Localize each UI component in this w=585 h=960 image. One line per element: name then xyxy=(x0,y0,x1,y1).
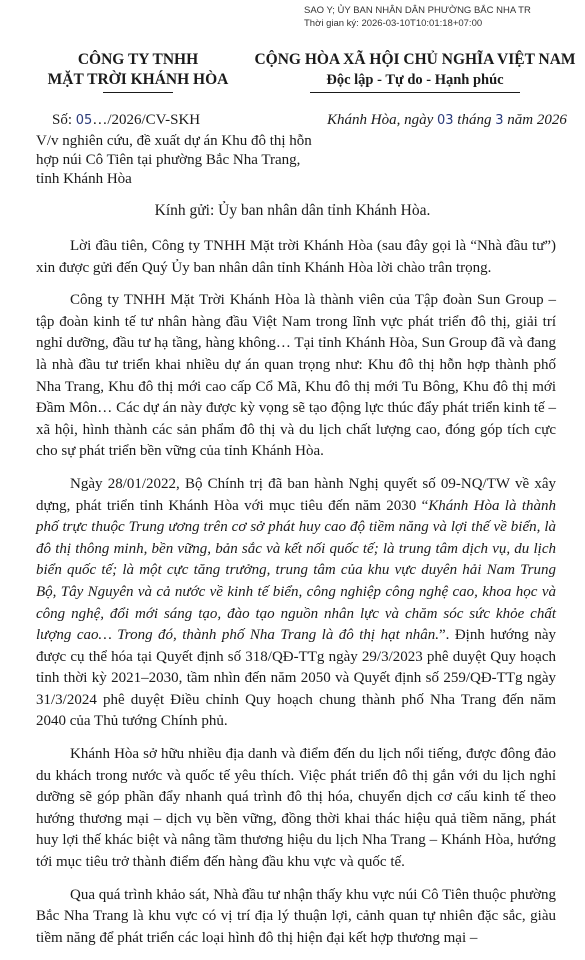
paragraph-3 xyxy=(36,474,556,733)
nation-title: CỘNG HÒA XÃ HỘI CHỦ NGHĨA VIỆT NAM xyxy=(254,51,576,68)
year-label: năm 2026 xyxy=(503,112,567,128)
paragraph-3-start: Ngày 28/01/2022, Bộ Chính trị đã ban hành Nghị quyết số 09-NQ/TW về xây dựng, phát triển tỉnh Khánh Hòa với mục tiêu đến năm 2030 “ xyxy=(36,475,556,514)
national-header xyxy=(245,50,585,93)
motto-underline xyxy=(310,92,520,93)
document-number-suffix: …/2026/CV-SKH xyxy=(92,112,201,128)
paragraph-1: Lời đầu tiên, Công ty TNHH Mặt trời Khánh Hòa (sau đây gọi là “Nhà đầu tư”) xin được gửi đến Quý Ủy ban nhân dân tỉnh Khánh Hòa lời chào trân trọng. xyxy=(36,238,556,276)
paragraph-5: Qua quá trình khảo sát, Nhà đầu tư nhận thấy khu vực núi Cô Tiên thuộc phường Bắc Nha Trang là khu vực có vị trí địa lý thuận lợi, cảnh quan tự nhiên đặc sắc, giàu tiềm năng để phát triển các loại hình đô thị hiện đại kết hợp thương mại – xyxy=(36,886,557,946)
paragraph-3-quote: Khánh Hòa là thành phố trực thuộc Trung ương trên cơ sở phát huy cao độ tiềm năng và lợi thế về biển, là đô thị thông minh, bền vững, bản sắc và kết nối quốc tế; là trung tâm dịch vụ, du lịch biển quốc tế; là một cực tăng trưởng, trung tâm của khu vực duyên hải Nam Trung Bộ, Tây Nguyên và cả nước về kinh tế biển, công nghiệp công nghệ cao, khoa học và công nghệ, đổi mới sáng tạo, đào tạo nguồn nhân lực và chăm sóc sức khỏe chất lượng cao… Trong đó, thành phố Nha Trang là đô thị hạt nhân. xyxy=(36,497,556,644)
document-number xyxy=(52,112,200,129)
company-header xyxy=(38,50,238,93)
month-label: tháng xyxy=(453,112,496,128)
document-number-prefix: Số: xyxy=(52,112,76,128)
stamp-line-2: Thời gian ký: 2026-03-10T10:01:18+07:00 xyxy=(304,18,483,29)
paragraph-2: Công ty TNHH Mặt Trời Khánh Hòa là thành viên của Tập đoàn Sun Group – tập đoàn kinh tế tư nhân hàng đầu Việt Nam trong lĩnh vực phát triển đô thị, giải trí nghỉ dưỡng, đầu tư hạ tầng, hàng không… Tại tỉnh Khánh Hòa, Sun Group đã và đang là nhà đầu tư triển khai nhiều dự án quan trọng như: Khu đô thị hỗn hợp thành phố Nha Trang, Khu đô thị mới cao cấp Cổ Mã, Khu đô thị mới Tu Bông, Khu đô thị mới Đầm Môn… Các dự án này được kỳ vọng sẽ tạo động lực thúc đẩy phát triển kinh tế – xã hội, hình thành các sản phẩm đô thị và du lịch chất lượng cao, đóng góp tích cực cho sự phát triển bền vững của tỉnh Khánh Hòa. xyxy=(36,292,556,460)
paragraph-4: Khánh Hòa sở hữu nhiều địa danh và điểm đến du lịch nổi tiếng, được đông đảo du khách trong nước và quốc tế yêu thích. Việc phát triển đô thị gắn với du lịch nghỉ dưỡng sẽ góp phần đẩy nhanh quá trình đô thị hóa, chuyển dịch cơ cấu kinh tế theo hướng thương mại – dịch vụ bền vững, đồng thời khai thác hiệu quả tiềm năng, phát huy lợi thế khác biệt và nâng tầm thương hiệu du lịch Nha Trang – Khánh Hòa, hướng tới mục tiêu trở thành điểm đến hàng đầu khu vực và quốc tế. xyxy=(36,746,556,871)
place-and-date xyxy=(327,112,567,129)
place-label: Khánh Hòa, ngày xyxy=(327,112,437,128)
stamp-line-1: SAO Y; ỦY BAN NHÂN DÂN PHƯỜNG BẮC NHA TR xyxy=(304,5,531,16)
document-subject: V/v nghiên cứu, đề xuất dự án Khu đô thị hỗn hợp núi Cô Tiên tại phường Bắc Nha Trang, tỉnh Khánh Hòa xyxy=(36,133,312,187)
greeting-line: Kính gửi: Ủy ban nhân dân tỉnh Khánh Hòa. xyxy=(154,202,431,219)
national-motto: Độc lập - Tự do - Hạnh phúc xyxy=(326,72,504,88)
date-month: 3 xyxy=(495,113,504,128)
date-day: 03 xyxy=(437,113,454,128)
document-number-handwritten: 05 xyxy=(75,113,93,128)
paragraph-3-end: ”. Định hướng này được cụ thể hóa tại Quyết định số 318/QĐ-TTg ngày 29/3/2023 phê duyệt Quy hoạch tỉnh thời kỳ 2021–2030, tầm nhìn đến năm 2050 và Quyết định số 259/QĐ-TTg ngày 31/3/2024 phê duyệt Điều chỉnh Quy hoạch chung thành phố Nha Trang đến năm 2040 của Thủ tướng Chính phủ. xyxy=(36,627,556,730)
letter-body xyxy=(36,236,556,960)
company-name-line-1: CÔNG TY TNHH xyxy=(77,51,199,68)
company-underline xyxy=(103,92,173,93)
company-name-line-2: MẶT TRỜI KHÁNH HÒA xyxy=(47,71,229,88)
digital-signature-stamp xyxy=(304,4,585,30)
